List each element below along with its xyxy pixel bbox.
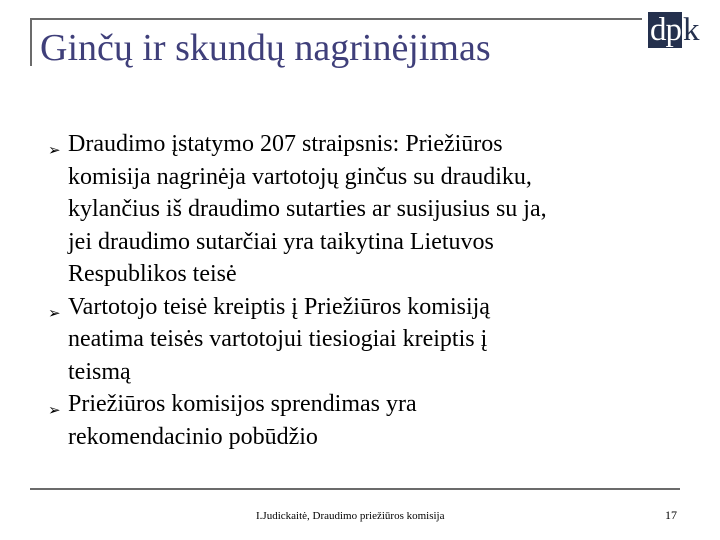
bullet-list: [48, 128, 688, 453]
footer-text: I.Judickaitė, Draudimo priežiūros komisija: [256, 510, 445, 522]
title-frame-top-rule: [30, 18, 642, 20]
logo-light-part: k: [683, 12, 700, 48]
dpk-logo: [648, 12, 700, 48]
title-frame-left-rule: [30, 18, 32, 66]
bullet-item: [48, 128, 688, 291]
arrow-bullet-icon: ➢: [48, 401, 61, 419]
bullet-text: Vartotojo teisė kreiptis į Priežiūros komisiją neatima teisės vartotojui tiesiogiai kreiptis į teismą: [68, 293, 490, 385]
arrow-bullet-icon: ➢: [48, 303, 61, 322]
arrow-bullet-icon: ➢: [48, 141, 61, 159]
bullet-text: Draudimo įstatymo 207 straipsnis: Priežiūros komisija nagrinėja vartotojų ginčus su draudiku, kylančius iš draudimo sutarties ar susijusius su ja, jei draudimo sutarčiai yra taikytina Lietuvos Respublikos teisė: [68, 131, 547, 287]
footer-rule: [30, 488, 680, 490]
bullet-item: [48, 388, 688, 453]
bullet-item: [48, 291, 688, 389]
bullet-text: Priežiūros komisijos sprendimas yra rekomendacinio pobūdžio: [68, 391, 417, 450]
page-number: 17: [665, 508, 677, 522]
logo-dark-part: dp: [650, 12, 681, 48]
slide-title: Ginčų ir skundų nagrinėjimas: [40, 27, 491, 69]
